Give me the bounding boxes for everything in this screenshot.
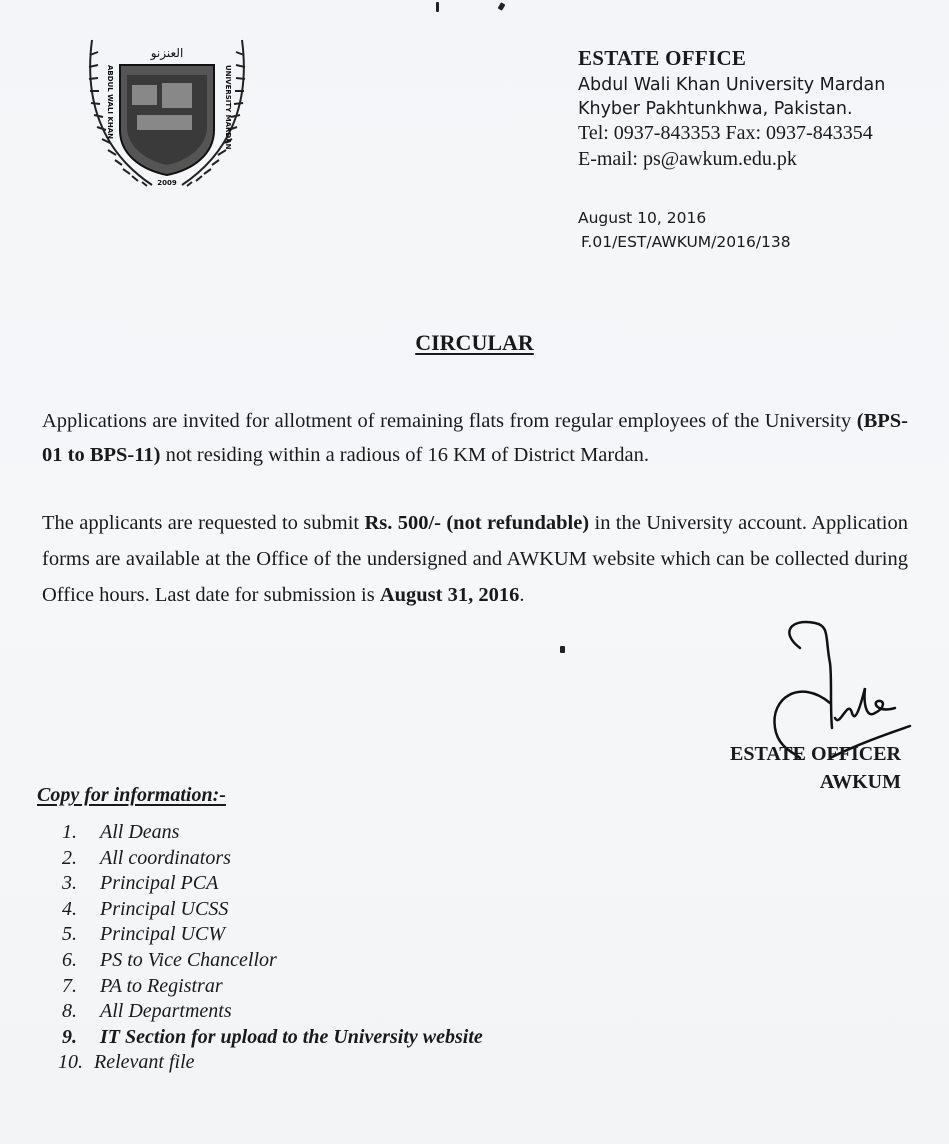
circular-title: CIRCULAR bbox=[415, 330, 534, 355]
item-label: PS to Vice Chancellor bbox=[100, 948, 277, 971]
list-item bbox=[58, 1050, 483, 1076]
logo-arabic-text: العنزنو bbox=[150, 46, 184, 60]
paragraph-instructions bbox=[42, 505, 908, 613]
office-name: ESTATE OFFICE bbox=[578, 46, 747, 70]
scan-mark bbox=[436, 2, 439, 12]
item-number: 10. bbox=[58, 1051, 83, 1074]
list-item bbox=[62, 974, 483, 1000]
item-number: 7. bbox=[62, 974, 77, 997]
list-item bbox=[62, 846, 483, 872]
signatory-designation: ESTATE OFFICER bbox=[730, 743, 901, 765]
p1-bps-range: (BPS-01 to BPS-11) bbox=[42, 410, 908, 466]
list-item bbox=[62, 948, 483, 974]
item-label: Principal PCA bbox=[100, 872, 219, 895]
item-number: 8. bbox=[62, 1000, 77, 1023]
list-item bbox=[62, 871, 483, 897]
item-number: 9. bbox=[62, 1025, 77, 1048]
item-label: Principal UCW bbox=[100, 923, 225, 946]
p2-text-c: . bbox=[519, 584, 525, 606]
item-label: PA to Registrar bbox=[100, 974, 223, 997]
document-meta bbox=[578, 206, 791, 254]
list-item bbox=[62, 922, 483, 948]
item-label: Principal UCSS bbox=[100, 897, 229, 920]
item-number: 4. bbox=[62, 897, 77, 920]
copy-for-information-heading: Copy for information:- bbox=[37, 784, 226, 806]
item-number: 2. bbox=[62, 846, 77, 869]
list-item bbox=[62, 820, 483, 846]
item-number: 3. bbox=[62, 872, 77, 895]
logo-year: 2009 bbox=[157, 179, 177, 187]
p2-text-b: in the University account. Application forms are available at the Office of the undersigned and AWKUM website which can be collected during Office hours. Last date for submission is bbox=[42, 512, 908, 606]
circular-title-container bbox=[0, 330, 949, 356]
reference-number: F.01/EST/AWKUM/2016/138 bbox=[581, 233, 791, 251]
paragraph-invitation bbox=[42, 404, 908, 472]
p1-text-a: Applications are invited for allotment of remaining flats from regular employees of the University bbox=[42, 410, 857, 432]
email-address: E-mail: ps@awkum.edu.pk bbox=[578, 148, 797, 170]
p2-fee: Rs. 500/- (not refundable) bbox=[364, 512, 590, 534]
item-label: All Departments bbox=[100, 1000, 232, 1023]
signatory-organization: AWKUM bbox=[819, 771, 901, 793]
letterhead bbox=[578, 46, 885, 171]
scan-mark bbox=[498, 2, 506, 11]
list-item bbox=[62, 897, 483, 923]
p2-text-a: The applicants are requested to submit bbox=[42, 512, 365, 534]
list-item bbox=[62, 1025, 483, 1051]
item-number: 5. bbox=[62, 923, 77, 946]
province: Khyber Pakhtunkhwa, Pakistan. bbox=[578, 99, 853, 119]
university-name: Abdul Wali Khan University Mardan bbox=[578, 75, 886, 95]
list-item bbox=[62, 999, 483, 1025]
signatory bbox=[730, 740, 901, 796]
item-label: All Deans bbox=[100, 821, 180, 843]
p2-deadline: August 31, 2016 bbox=[379, 584, 520, 606]
item-label: Relevant file bbox=[94, 1051, 195, 1074]
logo-ring-right: UNIVERSITY MARDAN bbox=[224, 65, 232, 150]
distribution-list bbox=[58, 820, 483, 1076]
item-label: All coordinators bbox=[100, 846, 231, 869]
issue-date: August 10, 2016 bbox=[578, 209, 707, 227]
item-number: 6. bbox=[62, 948, 77, 971]
tel-fax: Tel: 0937-843353 Fax: 0937-843354 bbox=[578, 122, 873, 144]
item-number: 1. bbox=[62, 821, 77, 843]
logo-ring-left: ABDUL WALI KHAN bbox=[106, 65, 114, 140]
university-logo bbox=[82, 35, 252, 195]
item-label: IT Section for upload to the University website bbox=[100, 1025, 483, 1048]
p1-text-b: not residing within a radious of 16 KM of District Mardan. bbox=[160, 444, 649, 466]
scan-mark bbox=[560, 646, 565, 653]
